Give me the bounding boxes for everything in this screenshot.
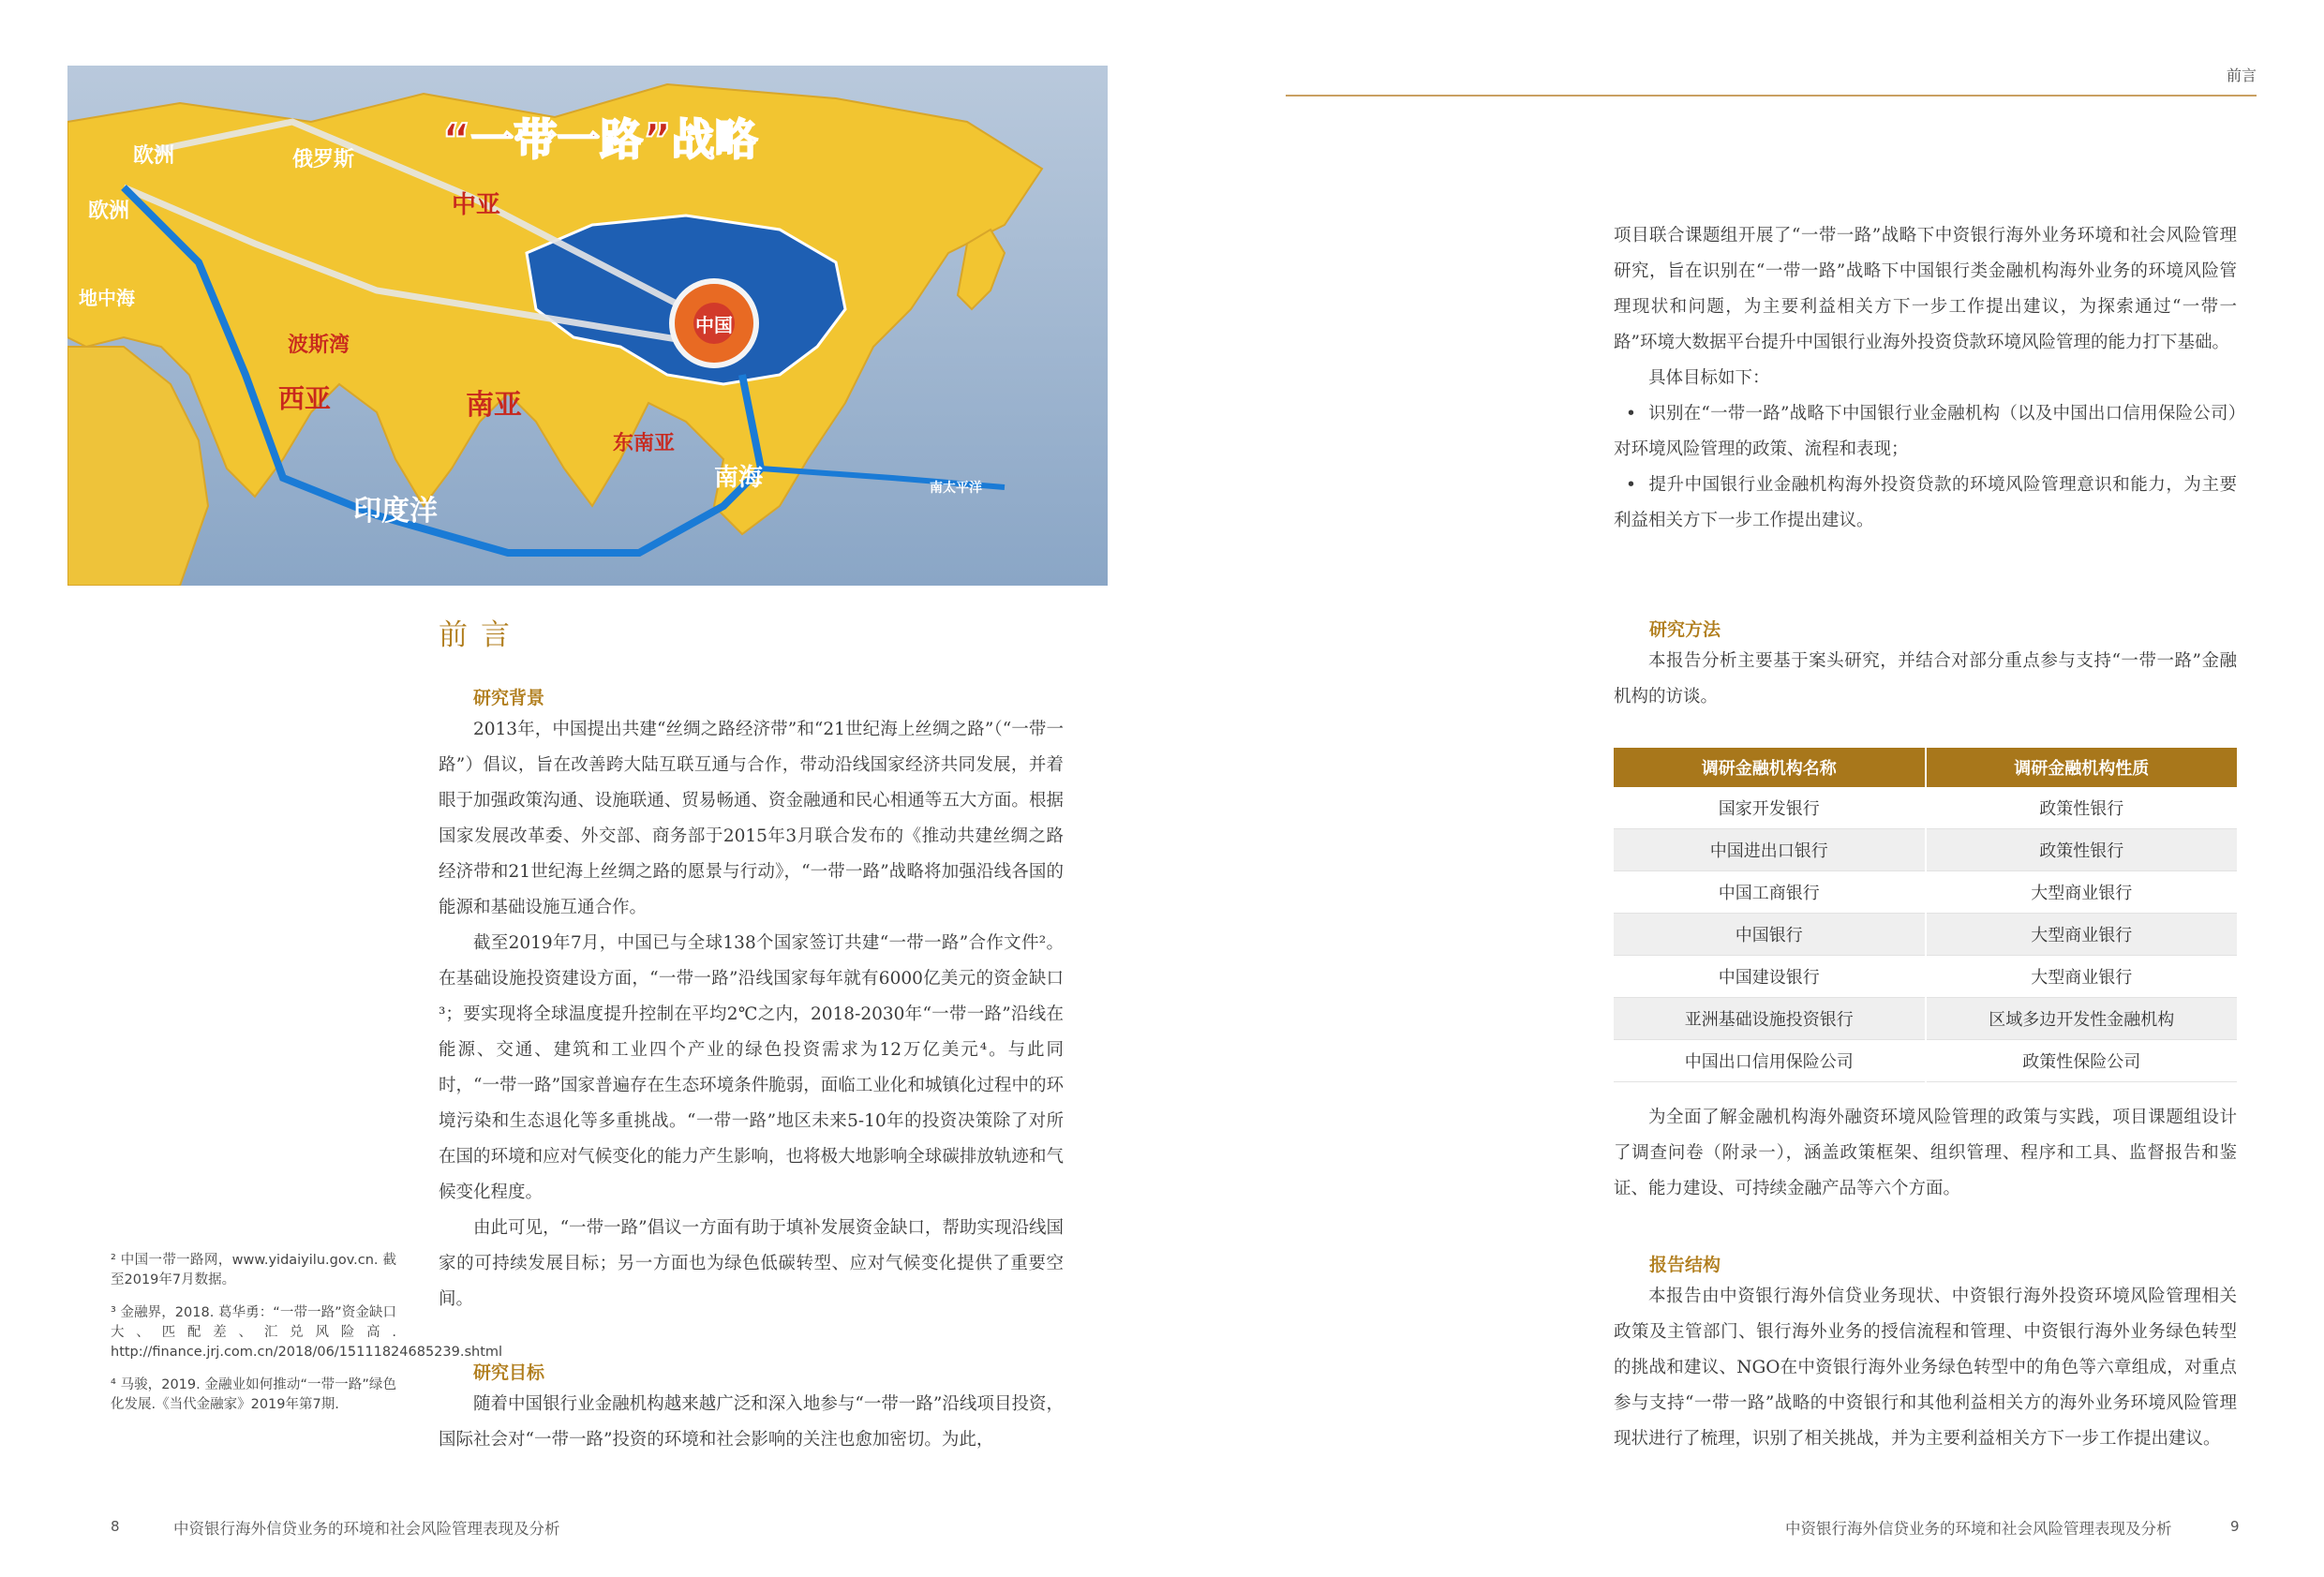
right-page [1162,0,2324,1577]
table-row [1614,829,2237,871]
belt-and-road-map [67,66,1108,586]
table-cell-name: 中国出口信用保险公司 [1614,1040,1926,1082]
footnote-3: ³ 金融界，2018. 葛华勇：“一带一路”资金缺口大、匹配差、汇兑风险高. http://finance.jrj.com.cn/2018/06/15111824685239.shtml [111,1305,503,1360]
section-title-structure: 报告结构 [1649,1255,1721,1275]
section-title-method: 研究方法 [1649,619,1721,640]
background-paragraph-2: 截至2019年7月，中国已与全球138个国家签订共建“一带一路”合作文件²。在基础设施投资建设方面，“一带一路”沿线国家每年就有6000亿美元的资金缺口³；要实现将全球温度提升控制在平均2℃之内，2018-2030年“一带一路”沿线在能源、交通、建筑和工业四个产业的绿色投资需求为12万亿美元⁴。与此同时，“一带一路”国家普遍存在生态环境条件脆弱，面临工业化和城镇化过程中的环境污染和生态退化等多重挑战。“一带一路”地区未来5-10年的投资决策除了对所在国的环境和应对气候变化的能力产生影响，也将极大地影响全球碳排放轨迹和气候变化程度。 [439,933,1064,1202]
background-paragraph-1: 2013年，中国提出共建“丝绸之路经济带”和“21世纪海上丝绸之路”（“一带一路”）倡议，旨在改善跨大陆互联互通与合作，带动沿线国家经济共同发展，并着眼于加强政策沟通、设施联通、贸易畅通、资金融通和民心相通等五大方面。根据国家发展改革委、外交部、商务部于2015年3月联合发布的《推动共建丝绸之路经济带和21世纪海上丝绸之路的愿景与行动》，“一带一路”战略将加强沿线各国的能源和基础设施互通合作。 [439,720,1064,917]
goal-bullet-1 [1614,396,2237,468]
label-europe-top: 欧洲 [133,144,175,168]
table-header-row [1614,748,2237,787]
table-cell-name: 中国建设银行 [1614,956,1926,998]
label-central-asia: 中亚 [452,191,501,219]
method-text [1614,644,2237,715]
table-cell-name: 中国工商银行 [1614,871,1926,914]
label-west-asia: 西亚 [278,383,332,414]
label-mediterranean: 地中海 [79,287,135,309]
label-south-asia: 南亚 [466,389,522,422]
table-cell-type: 政策性保险公司 [1926,1040,2238,1082]
page-number-right: 9 [2230,1518,2240,1535]
table-cell-name: 国家开发银行 [1614,787,1926,829]
structure-text [1614,1279,2237,1457]
objective-text [439,1387,1064,1458]
page-heading: 前言 [439,618,523,652]
goal-bullet-2-text: 提升中国银行业金融机构海外投资贷款的环境风险管理意识和能力，为主要利益相关方下一步工作提出建议。 [1614,475,2237,530]
table-row [1614,1040,2237,1082]
table-cell-type: 大型商业银行 [1926,956,2238,998]
background-paragraph-3: 由此可见，“一带一路”倡议一方面有助于填补发展资金缺口，帮助实现沿线国家的可持续发展目标；另一方面也为绿色低碳转型、应对气候变化提供了重要空间。 [439,1218,1064,1309]
section-title-objective: 研究目标 [473,1362,545,1383]
section-title-background: 研究背景 [473,688,545,708]
bullet-dot: • [1626,404,1636,424]
footnotes [111,1251,503,1428]
label-europe-left: 欧洲 [88,200,130,223]
bullet-dot: • [1626,475,1636,495]
institution-table [1614,748,2237,1082]
map-graphic [67,66,1108,586]
footnote-2: ² 中国一带一路网，www.yidaiyilu.gov.cn. 截至2019年7月数据。 [111,1253,396,1287]
table-cell-type: 大型商业银行 [1926,914,2238,956]
method-paragraph: 本报告分析主要基于案头研究，并结合对部分重点参与支持“一带一路”金融机构的访谈。 [1614,651,2237,707]
label-south-pacific: 南太平洋 [930,481,982,496]
background-text [439,712,1064,1317]
goals-intro: 具体目标如下： [1648,368,1770,388]
table-cell-type: 大型商业银行 [1926,871,2238,914]
table-cell-type: 政策性银行 [1926,829,2238,871]
label-south-sea: 南海 [714,464,764,492]
table-row [1614,787,2237,829]
map-title: “一带一路”战略 [442,114,758,165]
label-china: 中国 [695,314,733,336]
goal-bullet-2 [1614,468,2237,539]
intro-paragraph: 项目联合课题组开展了“一带一路”战略下中资银行海外业务环境和社会风险管理研究，旨在识别在“一带一路”战略下中国银行类金融机构海外业务的环境风险管理现状和问题，为主要利益相关方下一步工作提出建议，为探索通过“一带一路”环境大数据平台提升中国银行业海外投资贷款环境风险管理的能力打下基础。 [1614,226,2237,352]
running-head: 前言 [2226,67,2257,84]
survey-text [1614,1100,2237,1207]
label-indian-ocean: 印度洋 [353,495,438,528]
table-cell-name: 中国进出口银行 [1614,829,1926,871]
footnote-4: ⁴ 马骏，2019. 金融业如何推动“一带一路”绿色化发展.《当代金融家》2019年第7期. [111,1377,396,1412]
table-row [1614,998,2237,1040]
table-cell-type: 区域多边开发性金融机构 [1926,998,2238,1040]
table-row [1614,914,2237,956]
label-russia: 俄罗斯 [292,148,355,171]
table-row [1614,956,2237,998]
goal-bullet-1-text: 识别在“一带一路”战略下中国银行业金融机构（以及中国出口信用保险公司）对环境风险管理的政策、流程和表现； [1614,404,2237,459]
header-rule [1286,95,2257,97]
survey-paragraph: 为全面了解金融机构海外融资环境风险管理的政策与实践，项目课题组设计了调查问卷（附录一），涵盖政策框架、组织管理、程序和工具、监督报告和鉴证、能力建设、可持续金融产品等六个方面。 [1614,1108,2237,1198]
label-southeast-asia: 东南亚 [613,432,676,455]
footer-title-right: 中资银行海外信贷业务的环境和社会风险管理表现及分析 [1785,1520,2172,1538]
intro-text [1614,218,2237,539]
table-row [1614,871,2237,914]
table-header-name: 调研金融机构名称 [1614,748,1926,787]
table-header-type: 调研金融机构性质 [1926,748,2238,787]
table-cell-type: 政策性银行 [1926,787,2238,829]
objective-paragraph: 随着中国银行业金融机构越来越广泛和深入地参与“一带一路”沿线项目投资，国际社会对“一带一路”投资的环境和社会影响的关注也愈加密切。为此， [439,1394,1064,1450]
table-cell-name: 中国银行 [1614,914,1926,956]
footer-title-left: 中资银行海外信贷业务的环境和社会风险管理表现及分析 [173,1520,560,1538]
structure-paragraph: 本报告由中资银行海外信贷业务现状、中资银行海外投资环境风险管理相关政策及主管部门、银行海外业务的授信流程和管理、中资银行海外业务绿色转型的挑战和建议、NGO在中资银行海外业务绿色转型中的角色等六章组成，对重点参与支持“一带一路”战略的中资银行和其他利益相关方的海外业务环境风险管理现状进行了梳理，识别了相关挑战，并为主要利益相关方下一步工作提出建议。 [1614,1287,2237,1449]
page-number-left: 8 [111,1518,120,1535]
label-persian-gulf: 波斯湾 [288,334,350,357]
table-cell-name: 亚洲基础设施投资银行 [1614,998,1926,1040]
